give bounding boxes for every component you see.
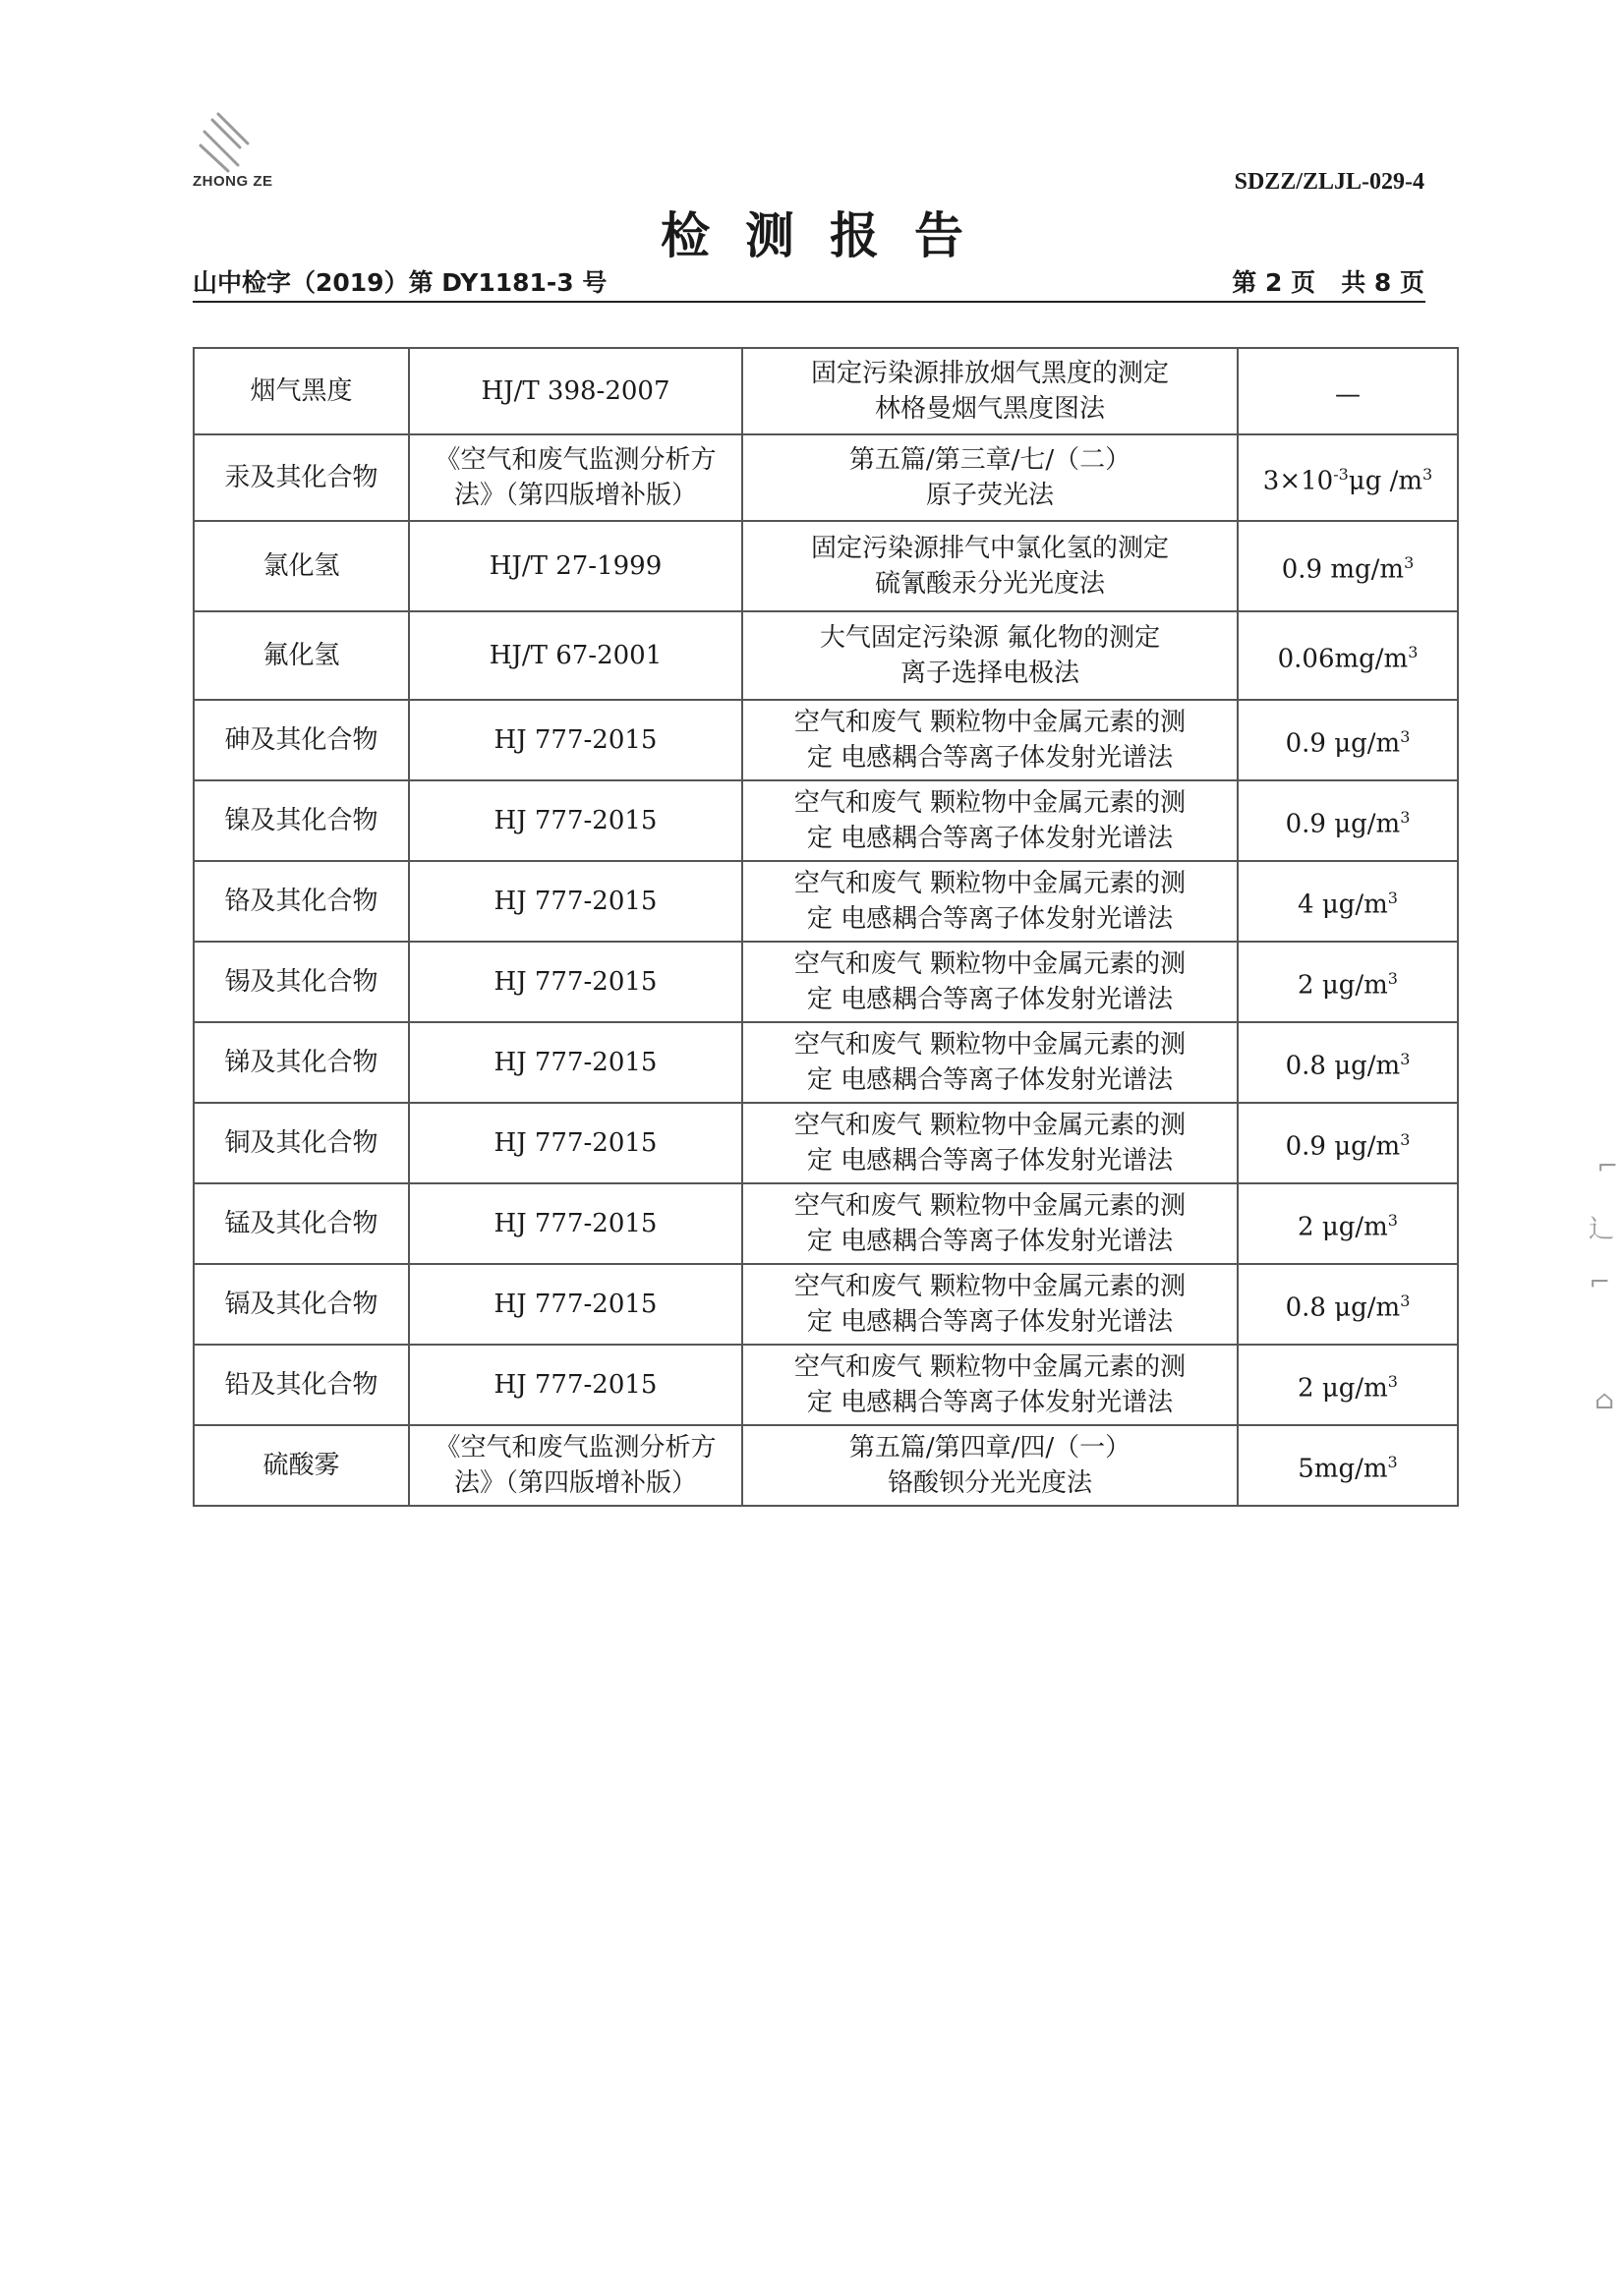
limit-value: 0.06mg/m [1277,644,1409,674]
method-line-2: 定 电感耦合等离子体发射光谱法 [806,1227,1174,1256]
standard-cell [409,942,742,1022]
item-name: 氯化氢 [262,551,340,581]
standard-text: HJ/T 67-2001 [489,641,663,670]
table-row [194,780,1458,861]
standard-cell [409,348,742,434]
limit-cell [1238,348,1458,434]
item-name: 砷及其化合物 [224,725,378,755]
header-divider [193,301,1425,303]
limit-unit-exponent: 3 [1387,888,1398,907]
standard-cell [409,700,742,780]
limit-value: 2 μg/m [1298,1373,1388,1404]
method-cell [742,521,1238,611]
method-cell [742,1345,1238,1425]
item-name: 铅及其化合物 [224,1370,378,1400]
method-line-2: 定 电感耦合等离子体发射光谱法 [806,1146,1174,1176]
limit-value: 2 μg/m [1298,970,1388,1001]
item-name: 锡及其化合物 [224,967,378,997]
limit-value: 0.9 mg/m [1281,554,1405,585]
limit-value: 3×10 [1262,466,1334,496]
method-table [193,347,1459,1507]
item-cell [194,348,409,434]
method-line-2: 定 电感耦合等离子体发射光谱法 [806,1307,1174,1337]
item-cell [194,434,409,521]
method-line-2: 定 电感耦合等离子体发射光谱法 [806,1388,1174,1417]
limit-cell [1238,611,1458,700]
method-line-2: 林格曼烟气黑度图法 [874,394,1105,424]
standard-cell [409,780,742,861]
method-cell [742,434,1238,521]
limit-value: 0.9 μg/m [1285,1131,1401,1162]
method-line-1: 空气和废气 颗粒物中金属元素的测 [793,1111,1187,1140]
standard-text: HJ 777-2015 [493,1128,658,1158]
limit-unit-exponent: 3 [1400,1291,1411,1310]
edge-mark: ⌂ [1595,1386,1614,1415]
edge-mark: 辶 [1588,1215,1614,1244]
table-row [194,521,1458,611]
limit-unit-exponent: 3 [1408,642,1419,661]
page-number: 第 2 页 共 8 页 [1232,268,1424,297]
item-name: 锰及其化合物 [224,1209,378,1238]
standard-text: HJ/T 27-1999 [489,551,663,581]
page-title: 检测报告 [661,207,999,264]
method-line-1: 第五篇/第四章/四/（一） [848,1433,1131,1463]
method-cell [742,780,1238,861]
method-cell [742,1264,1238,1345]
standard-cell [409,1103,742,1183]
limit-cell [1238,780,1458,861]
table-row [194,434,1458,521]
method-cell [742,700,1238,780]
standard-cell [409,1425,742,1506]
limit-unit-exponent: 3 [1387,1371,1398,1391]
limit-cell [1238,1264,1458,1345]
method-line-1: 固定污染源排气中氯化氢的测定 [810,534,1169,563]
method-cell [742,348,1238,434]
limit-unit-exponent: 3 [1400,1049,1411,1068]
document-code: SDZZ/ZLJL-029-4 [1234,169,1424,195]
item-cell [194,1425,409,1506]
method-line-2: 原子荧光法 [925,481,1054,510]
limit-exponent: -3 [1333,464,1349,484]
method-line-2: 离子选择电极法 [899,659,1079,688]
standard-cell [409,1345,742,1425]
table-row [194,348,1458,434]
limit-value: 0.8 μg/m [1285,1292,1401,1323]
limit-cell [1238,434,1458,521]
standard-cell [409,1264,742,1345]
table-row [194,1022,1458,1103]
method-line-1: 空气和废气 颗粒物中金属元素的测 [793,1272,1187,1301]
table-row [194,700,1458,780]
standard-text: HJ 777-2015 [493,887,658,916]
standard-text: HJ 777-2015 [493,1209,658,1238]
standard-text: HJ 777-2015 [493,1290,658,1319]
item-name: 氟化氢 [262,641,340,670]
table-row [194,1183,1458,1264]
standard-cell [409,861,742,942]
report-number: 山中检字（2019）第 DY1181-3 号 [193,268,608,297]
standard-text: HJ 777-2015 [493,1370,658,1400]
method-line-1: 第五篇/第三章/七/（二） [848,445,1131,475]
item-cell [194,521,409,611]
method-line-1: 空气和废气 颗粒物中金属元素的测 [793,949,1187,979]
method-line-2: 定 电感耦合等离子体发射光谱法 [806,824,1174,853]
standard-cell [409,1183,742,1264]
method-cell [742,1103,1238,1183]
item-name: 铬及其化合物 [224,887,378,916]
item-name: 镉及其化合物 [224,1290,378,1319]
limit-cell [1238,1103,1458,1183]
method-cell [742,942,1238,1022]
method-cell [742,1022,1238,1103]
standard-cell [409,434,742,521]
method-line-1: 空气和废气 颗粒物中金属元素的测 [793,1191,1187,1221]
item-cell [194,861,409,942]
limit-cell [1238,942,1458,1022]
method-cell [742,1183,1238,1264]
limit-cell [1238,1345,1458,1425]
standard-text: 《空气和废气监测分析方法》（第四版增补版） [435,1433,717,1498]
standard-cell [409,611,742,700]
method-line-2: 定 电感耦合等离子体发射光谱法 [806,904,1174,934]
limit-unit-exponent: 3 [1387,1210,1398,1230]
item-cell [194,942,409,1022]
standard-text: HJ 777-2015 [493,1048,658,1077]
table-row [194,611,1458,700]
limit-cell [1238,1022,1458,1103]
standard-text: HJ 777-2015 [493,806,658,835]
standard-text: HJ/T 398-2007 [481,376,670,406]
limit-unit-exponent: 3 [1387,1452,1398,1471]
logo-text: ZHONG ZE [193,173,273,190]
standard-text: HJ 777-2015 [493,967,658,997]
table-row [194,1345,1458,1425]
standard-text: HJ 777-2015 [493,725,658,755]
item-cell [194,1264,409,1345]
limit-unit-exponent: 3 [1400,726,1411,746]
limit-unit-exponent: 3 [1400,1129,1411,1149]
limit-unit-exponent: 3 [1404,552,1415,572]
table-row [194,1425,1458,1506]
table-row [194,1103,1458,1183]
item-cell [194,780,409,861]
item-cell [194,1345,409,1425]
method-line-1: 空气和废气 颗粒物中金属元素的测 [793,708,1187,737]
method-cell [742,861,1238,942]
method-line-1: 空气和废气 颗粒物中金属元素的测 [793,1352,1187,1382]
method-line-1: 空气和废气 颗粒物中金属元素的测 [793,788,1187,818]
method-line-2: 铬酸钡分光光度法 [887,1468,1092,1498]
item-cell [194,1022,409,1103]
table-row [194,861,1458,942]
limit-value: 2 μg/m [1298,1212,1388,1242]
item-cell [194,611,409,700]
method-line-1: 空气和废气 颗粒物中金属元素的测 [793,869,1187,898]
standard-cell [409,1022,742,1103]
limit-unit-exponent: 3 [1387,968,1398,988]
limit-cell [1238,1183,1458,1264]
item-name: 铜及其化合物 [224,1128,378,1158]
method-cell [742,1425,1238,1506]
method-line-2: 定 电感耦合等离子体发射光谱法 [806,985,1174,1014]
method-cell [742,611,1238,700]
limit-unit-exponent: 3 [1400,807,1411,827]
method-line-2: 硫氰酸汞分光光度法 [874,569,1105,599]
method-line-1: 大气固定污染源 氟化物的测定 [819,623,1161,653]
limit-value: — [1335,379,1361,410]
limit-value: 5mg/m [1298,1454,1388,1484]
limit-value: 0.8 μg/m [1285,1051,1401,1081]
method-line-1: 固定污染源排放烟气黑度的测定 [810,359,1169,388]
standard-cell [409,521,742,611]
method-line-1: 空气和废气 颗粒物中金属元素的测 [793,1030,1187,1060]
table-row [194,1264,1458,1345]
standard-text: 《空气和废气监测分析方法》（第四版增补版） [435,445,717,510]
edge-mark: ⌐ [1589,1268,1610,1297]
item-cell [194,700,409,780]
item-cell [194,1183,409,1264]
limit-value: 4 μg/m [1298,890,1388,920]
item-name: 镍及其化合物 [224,806,378,835]
limit-value: 0.9 μg/m [1285,809,1401,839]
limit-unit: μg /m [1348,466,1423,496]
table-row [194,942,1458,1022]
limit-unit-exponent: 3 [1422,464,1433,484]
item-name: 烟气黑度 [250,376,353,406]
edge-mark: ⌐ [1596,1152,1618,1181]
limit-cell [1238,861,1458,942]
limit-value: 0.9 μg/m [1285,728,1401,759]
method-line-2: 定 电感耦合等离子体发射光谱法 [806,743,1174,773]
limit-cell [1238,521,1458,611]
limit-cell [1238,700,1458,780]
method-line-2: 定 电感耦合等离子体发射光谱法 [806,1065,1174,1095]
item-name: 汞及其化合物 [224,463,378,492]
limit-cell [1238,1425,1458,1506]
item-cell [194,1103,409,1183]
item-name: 锑及其化合物 [224,1048,378,1077]
item-name: 硫酸雾 [262,1451,340,1480]
